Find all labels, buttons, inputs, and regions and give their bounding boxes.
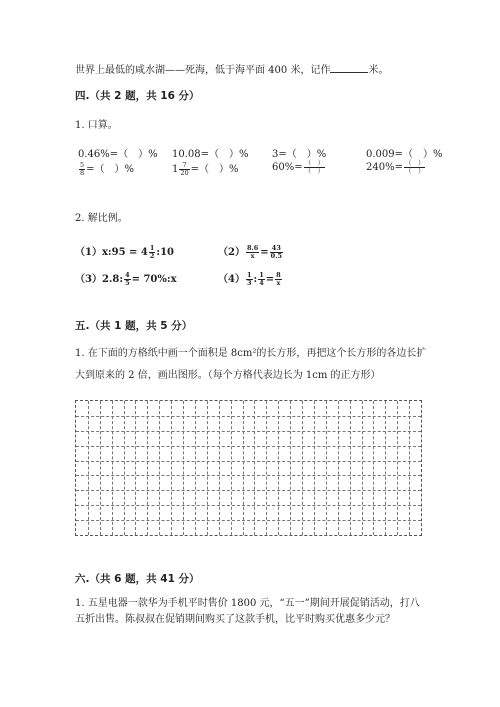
proportion-2: （2） $\frac{8.6}{x}$ = $\frac{43}{0.5}$ bbox=[218, 244, 282, 260]
grid-vertical-line bbox=[302, 401, 303, 535]
grid-vertical-line bbox=[266, 401, 267, 535]
grid-vertical-line bbox=[373, 401, 374, 535]
proportion-4: （4） $\frac{1}{3}$ : $\frac{1}{4}$ = $\frac{8}{x}$ bbox=[218, 271, 281, 287]
grid-vertical-line bbox=[171, 401, 172, 535]
oral-calc-4: 0.009=（ ）% bbox=[366, 149, 443, 160]
grid-vertical-line bbox=[290, 401, 291, 535]
fraction: $\frac{5}{8}$ bbox=[80, 161, 85, 177]
grid-vertical-line bbox=[159, 401, 160, 535]
answer-blank[interactable] bbox=[330, 63, 368, 73]
grid-vertical-line bbox=[195, 401, 196, 535]
intro-text: 世界上最低的咸水湖——死海，低于海平面 400 米，记作 bbox=[75, 65, 331, 76]
grid-horizontal-line bbox=[76, 475, 421, 476]
proportion-3: （3）2.8: $\frac{4}{5}$ = 70%:x bbox=[75, 271, 177, 287]
grid-vertical-line bbox=[88, 401, 89, 535]
oral-calc-5: $\frac{5}{8}$ =（ ）% bbox=[80, 161, 135, 177]
grid-paper[interactable] bbox=[75, 400, 422, 536]
grid-vertical-line bbox=[254, 401, 255, 535]
section6-title: 六.（共 6 题，共 41 分） bbox=[75, 573, 200, 585]
grid-vertical-line bbox=[112, 401, 113, 535]
grid-vertical-line bbox=[183, 401, 184, 535]
grid-horizontal-line bbox=[76, 505, 421, 506]
intro-line bbox=[75, 61, 388, 76]
section6-q1-line2: 五折出售。陈叔叔在促销期间购买了这款手机，比平时购买优惠多少元？ bbox=[75, 614, 395, 625]
grid-horizontal-line bbox=[76, 520, 421, 521]
grid-vertical-line bbox=[100, 401, 101, 535]
grid-vertical-line bbox=[207, 401, 208, 535]
oral-calc-8: 240%= $\frac{( )}{( )}$ bbox=[366, 159, 425, 175]
proportion-1: （1）x:95 = 4 $\frac{1}{2}$ :10 bbox=[75, 244, 174, 260]
grid-vertical-line bbox=[278, 401, 279, 535]
grid-vertical-line bbox=[409, 401, 410, 535]
fraction: $\frac{( )}{( )}$ bbox=[304, 159, 325, 175]
grid-vertical-line bbox=[231, 401, 232, 535]
grid-vertical-line bbox=[124, 401, 125, 535]
grid-horizontal-line bbox=[76, 431, 421, 432]
fraction: $\frac{( )}{( )}$ bbox=[404, 159, 425, 175]
section6-q1-line1: 1. 五星电器一款华为手机平时售价 1800 元，“五一”期间开展促销活动，打八 bbox=[75, 598, 420, 609]
grid-horizontal-line bbox=[76, 446, 421, 447]
grid-vertical-line bbox=[338, 401, 339, 535]
grid-vertical-line bbox=[243, 401, 244, 535]
section4-title: 四.（共 2 题，共 16 分） bbox=[75, 90, 200, 102]
oral-calc-6: 1 $\frac{7}{20}$ =（ ）% bbox=[172, 161, 239, 177]
grid-horizontal-line bbox=[76, 416, 421, 417]
oral-calc-7: 60%= $\frac{( )}{( )}$ bbox=[272, 159, 325, 175]
oral-calc-1: 0.46%=（ ）% bbox=[78, 149, 158, 160]
grid-vertical-line bbox=[219, 401, 220, 535]
grid-vertical-line bbox=[385, 401, 386, 535]
grid-vertical-line bbox=[350, 401, 351, 535]
section5-q1-line2: 大到原来的 2 倍，画出图形。（每个方格代表边长为 1cm 的正方形） bbox=[75, 370, 381, 381]
grid-vertical-line bbox=[147, 401, 148, 535]
grid-vertical-line bbox=[314, 401, 315, 535]
grid-vertical-line bbox=[326, 401, 327, 535]
oral-calc-3: 3=（ ）% bbox=[272, 149, 327, 160]
q1-label: 1. 口算。 bbox=[75, 120, 118, 131]
section5-title: 五.（共 1 题，共 5 分） bbox=[75, 320, 193, 332]
q2-label: 2. 解比例。 bbox=[75, 213, 128, 224]
intro-suffix: 米。 bbox=[368, 65, 389, 76]
grid-horizontal-line bbox=[76, 490, 421, 491]
fraction: $\frac{7}{20}$ bbox=[180, 161, 189, 177]
section5-q1-line1: 1. 在下面的方格纸中画一个面积是 8cm²的长方形，再把这个长方形的各边长扩 bbox=[75, 348, 427, 359]
grid-vertical-line bbox=[397, 401, 398, 535]
oral-calc-2: 10.08=（ ）% bbox=[172, 149, 249, 160]
grid-horizontal-line bbox=[76, 461, 421, 462]
grid-vertical-line bbox=[362, 401, 363, 535]
grid-vertical-line bbox=[135, 401, 136, 535]
